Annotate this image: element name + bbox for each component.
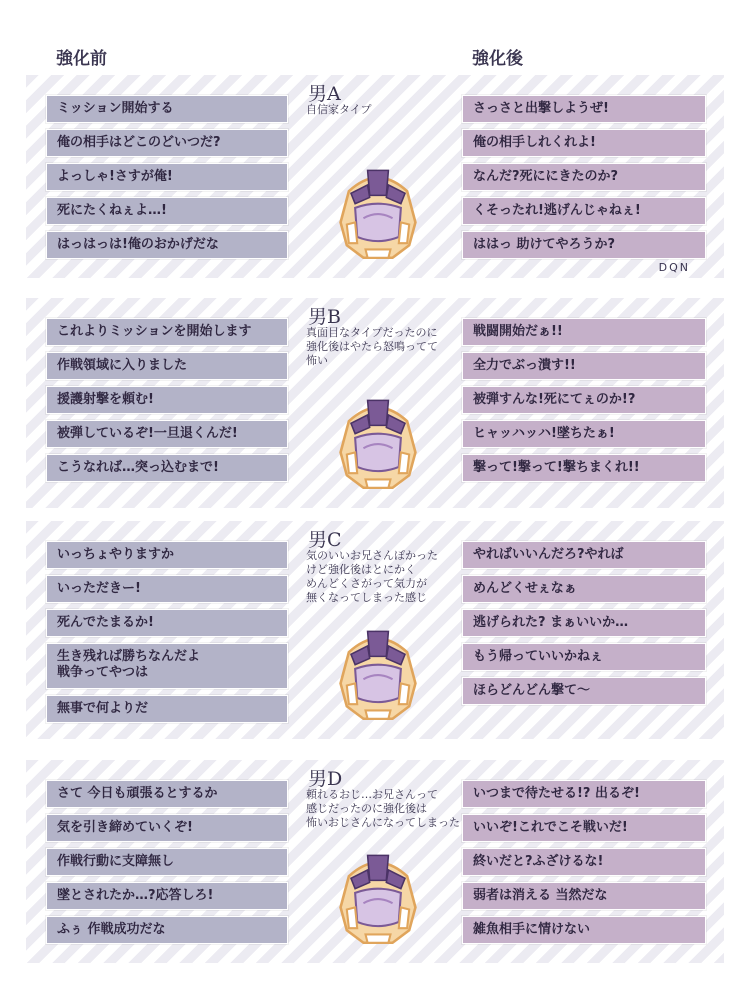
after-line: 終いだと?ふざけるな! [462,848,706,876]
helmet-icon [326,845,430,949]
after-lines [462,318,706,488]
after-line: ヒャッハッハ!墜ちたぁ! [462,420,706,448]
after-line: 弱者は消える 当然だな [462,882,706,910]
before-line: 俺の相手はどこのどいつだ? [46,129,288,157]
helmet-portrait [326,621,430,725]
before-lines [46,541,288,729]
after-line: 戦闘開始だぁ!! [462,318,706,346]
after-line: 雑魚相手に情けない [462,916,706,944]
character-panel [26,75,724,278]
header-after: 強化後 [472,49,523,69]
after-line: なんだ?死ににきたのか? [462,163,706,191]
helmet-icon [326,160,430,264]
after-line: 全力でぶっ潰す!! [462,352,706,380]
before-lines [46,95,288,265]
after-lines [462,780,706,950]
after-line: もう帰っていいかねぇ [462,643,706,671]
after-line: ははっ 助けてやろうか? [462,231,706,259]
after-line: 逃げられた? まぁいいか… [462,609,706,637]
character-name: 男C [308,529,342,551]
after-line: 俺の相手しれくれよ! [462,129,706,157]
before-line: 援護射撃を頼む! [46,386,288,414]
after-lines [462,95,706,265]
after-line: 被弾すんな!死にてぇのか!? [462,386,706,414]
before-line: 作戦行動に支障無し [46,848,288,876]
before-line: 死んでたまるか! [46,609,288,637]
before-lines [46,780,288,950]
helmet-portrait [326,390,430,494]
after-line: やればいいんだろ?やれば [462,541,706,569]
before-line: 気を引き締めていくぞ! [46,814,288,842]
before-line: こうなれば…突っ込むまで! [46,454,288,482]
after-line: さっさと出撃しようぜ! [462,95,706,123]
before-line: 墜とされたか…?応答しろ! [46,882,288,910]
helmet-portrait [326,845,430,949]
before-line: 作戦領域に入りました [46,352,288,380]
character-panel [26,298,724,508]
before-line: いっただきー! [46,575,288,603]
before-line: いっちょやりますか [46,541,288,569]
character-name: 男B [308,306,341,328]
helmet-portrait [326,160,430,264]
helmet-icon [326,621,430,725]
before-line: 被弾しているぞ!一旦退くんだ! [46,420,288,448]
after-line: 撃って!撃って!撃ちまくれ!! [462,454,706,482]
before-line: ミッション開始する [46,95,288,123]
character-description: 真面目なタイプだったのに 強化後はやたら怒鳴ってて 怖い [306,326,438,367]
character-panel [26,760,724,963]
character-description: 頼れるおじ…お兄さんって 感じだったのに強化後は 怖いおじさんになってしまった [306,788,460,829]
before-lines [46,318,288,488]
character-name: 男A [308,83,341,105]
character-name: 男D [308,768,343,790]
character-description: 気のいいお兄さんぽかった けど強化後はとにかく めんどくさがって気力が 無くなってしまった感じ [306,549,438,604]
before-line: これよりミッションを開始します [46,318,288,346]
after-line: ほらどんどん撃て〜 [462,677,706,705]
before-line: 生き残れば勝ちなんだよ 戦争ってやつは [46,643,288,689]
after-line: いいぞ!これでこそ戦いだ! [462,814,706,842]
before-line: さて 今日も頑張るとするか [46,780,288,808]
character-description: 自信家タイプ [306,103,372,116]
before-line: よっしゃ!さすが俺! [46,163,288,191]
after-lines [462,541,706,711]
signature: DQN [658,261,690,274]
after-line: くそったれ!逃げんじゃねぇ! [462,197,706,225]
before-line: 死にたくねぇよ…! [46,197,288,225]
helmet-icon [326,390,430,494]
before-line: はっはっは!俺のおかげだな [46,231,288,259]
header-before: 強化前 [56,49,107,69]
before-line: 無事で何よりだ [46,695,288,723]
character-panel [26,521,724,739]
after-line: めんどくせぇなぁ [462,575,706,603]
after-line: いつまで待たせる!? 出るぞ! [462,780,706,808]
before-line: ふぅ 作戦成功だな [46,916,288,944]
